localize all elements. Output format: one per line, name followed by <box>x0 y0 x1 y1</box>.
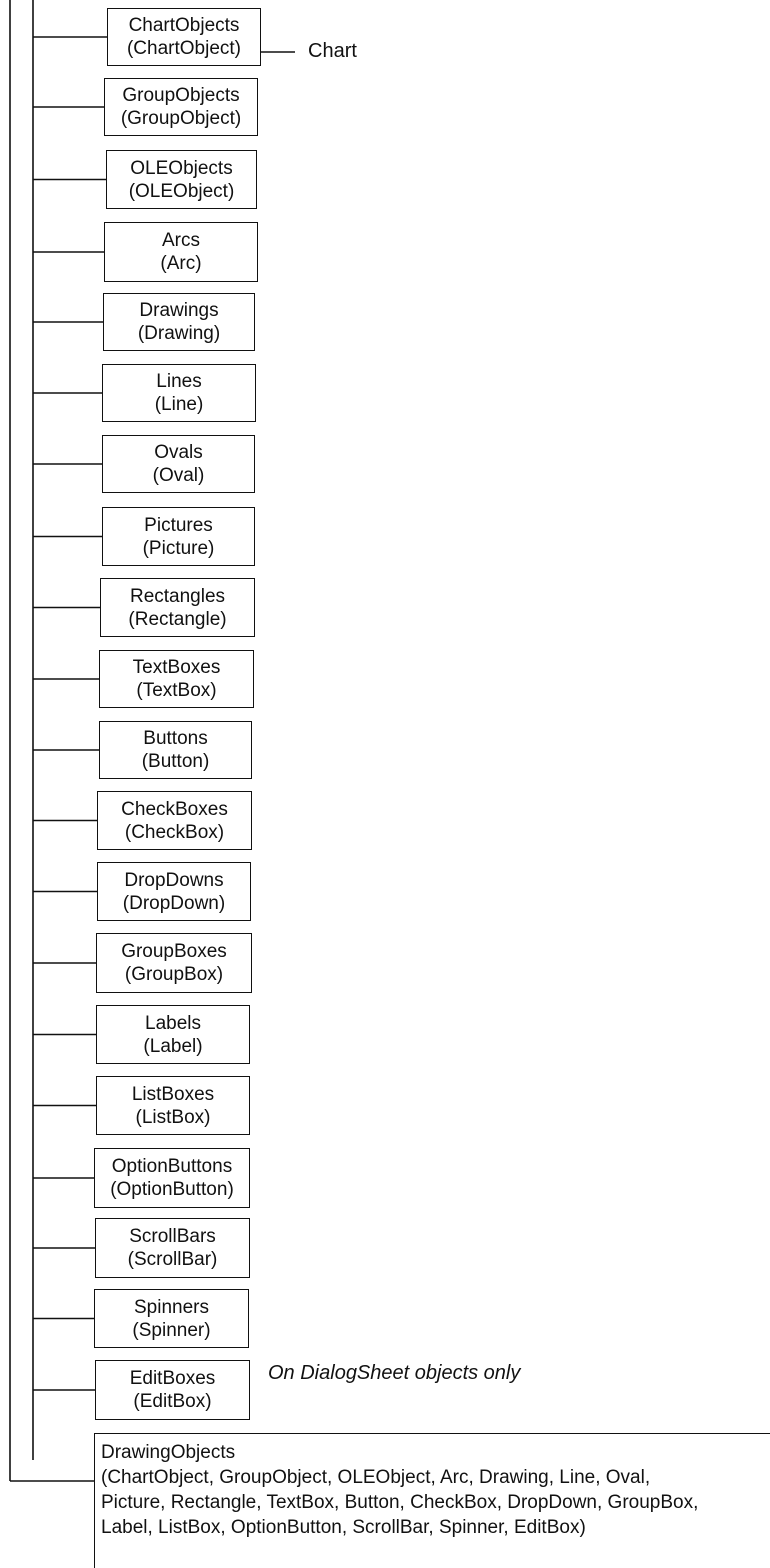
dropdowns-item-type: (DropDown) <box>122 892 226 914</box>
arcs-box <box>104 222 258 282</box>
pictures-item-type: (Picture) <box>142 537 215 559</box>
scrollbars-box <box>95 1218 250 1278</box>
oleobjects-collection-name: OLEObjects <box>130 157 233 179</box>
checkboxes-item-type: (CheckBox) <box>124 821 225 843</box>
textboxes-item-type: (TextBox) <box>136 680 217 701</box>
oleobjects-item-type: (OLEObject) <box>128 180 235 202</box>
optionbuttons-collection-name: OptionButtons <box>111 1156 233 1177</box>
checkboxes-collection-name: CheckBoxes <box>121 798 228 820</box>
chart-label: Chart <box>308 40 357 62</box>
groupboxes-collection-name: GroupBoxes <box>121 941 227 962</box>
spinners-item-type: (Spinner) <box>132 1319 211 1341</box>
drawingobjects-members-line-3: Label, ListBox, OptionButton, ScrollBar, Spinner, EditBox) <box>101 1517 586 1538</box>
arcs-collection-name: Arcs <box>162 230 200 251</box>
spinners-collection-name: Spinners <box>134 1296 209 1318</box>
groupboxes-box <box>96 933 252 993</box>
drawings-item-type: (Drawing) <box>137 323 221 344</box>
listboxes-box <box>96 1076 250 1135</box>
labels-box <box>96 1005 250 1064</box>
optionbuttons-box <box>94 1148 250 1208</box>
groupobjects-box <box>104 78 258 136</box>
drawings-collection-name: Drawings <box>139 300 219 321</box>
lines-box <box>102 364 256 422</box>
drawings-box <box>103 293 255 351</box>
ovals-box <box>102 435 255 493</box>
lines-collection-name: Lines <box>156 371 202 392</box>
drawingobjects-members-line-2: Picture, Rectangle, TextBox, Button, CheckBox, DropDown, GroupBox, <box>101 1492 699 1513</box>
scrollbars-collection-name: ScrollBars <box>129 1226 216 1247</box>
oleobjects-box <box>106 150 257 209</box>
ovals-item-type: (Oval) <box>152 465 205 486</box>
rectangles-collection-name: Rectangles <box>129 585 226 607</box>
pictures-collection-name: Pictures <box>144 514 213 536</box>
dialogsheet-note: On DialogSheet objects only <box>268 1362 521 1384</box>
pictures-box <box>102 507 255 566</box>
scrollbars-item-type: (ScrollBar) <box>127 1249 218 1270</box>
buttons-box <box>99 721 252 779</box>
ovals-collection-name: Ovals <box>154 442 203 463</box>
buttons-item-type: (Button) <box>141 751 210 772</box>
lines-item-type: (Line) <box>154 394 204 415</box>
groupobjects-item-type: (GroupObject) <box>120 108 242 129</box>
checkboxes-box <box>97 791 252 850</box>
listboxes-collection-name: ListBoxes <box>131 1083 215 1105</box>
drawingobjects-box <box>94 1433 770 1568</box>
editboxes-box <box>95 1360 250 1420</box>
listboxes-item-type: (ListBox) <box>135 1106 211 1128</box>
chartobjects-item-type: (ChartObject) <box>126 38 242 59</box>
rectangles-box <box>100 578 255 637</box>
textboxes-collection-name: TextBoxes <box>132 657 221 678</box>
rectangles-item-type: (Rectangle) <box>128 608 227 630</box>
editboxes-item-type: (EditBox) <box>133 1391 212 1412</box>
dropdowns-box <box>97 862 251 921</box>
labels-collection-name: Labels <box>145 1012 201 1034</box>
chartobjects-collection-name: ChartObjects <box>128 15 240 36</box>
textboxes-box <box>99 650 254 708</box>
editboxes-collection-name: EditBoxes <box>129 1368 216 1389</box>
chartobjects-box <box>107 8 261 66</box>
drawingobjects-members-line-1: (ChartObject, GroupObject, OLEObject, Arc, Drawing, Line, Oval, <box>101 1467 651 1488</box>
groupboxes-item-type: (GroupBox) <box>124 964 224 985</box>
groupobjects-collection-name: GroupObjects <box>122 85 240 106</box>
labels-item-type: (Label) <box>143 1035 203 1057</box>
spinners-box <box>94 1289 249 1348</box>
buttons-collection-name: Buttons <box>143 728 208 749</box>
drawingobjects-title: DrawingObjects <box>101 1442 236 1463</box>
optionbuttons-item-type: (OptionButton) <box>110 1179 234 1200</box>
dropdowns-collection-name: DropDowns <box>124 869 224 891</box>
arcs-item-type: (Arc) <box>160 253 202 274</box>
